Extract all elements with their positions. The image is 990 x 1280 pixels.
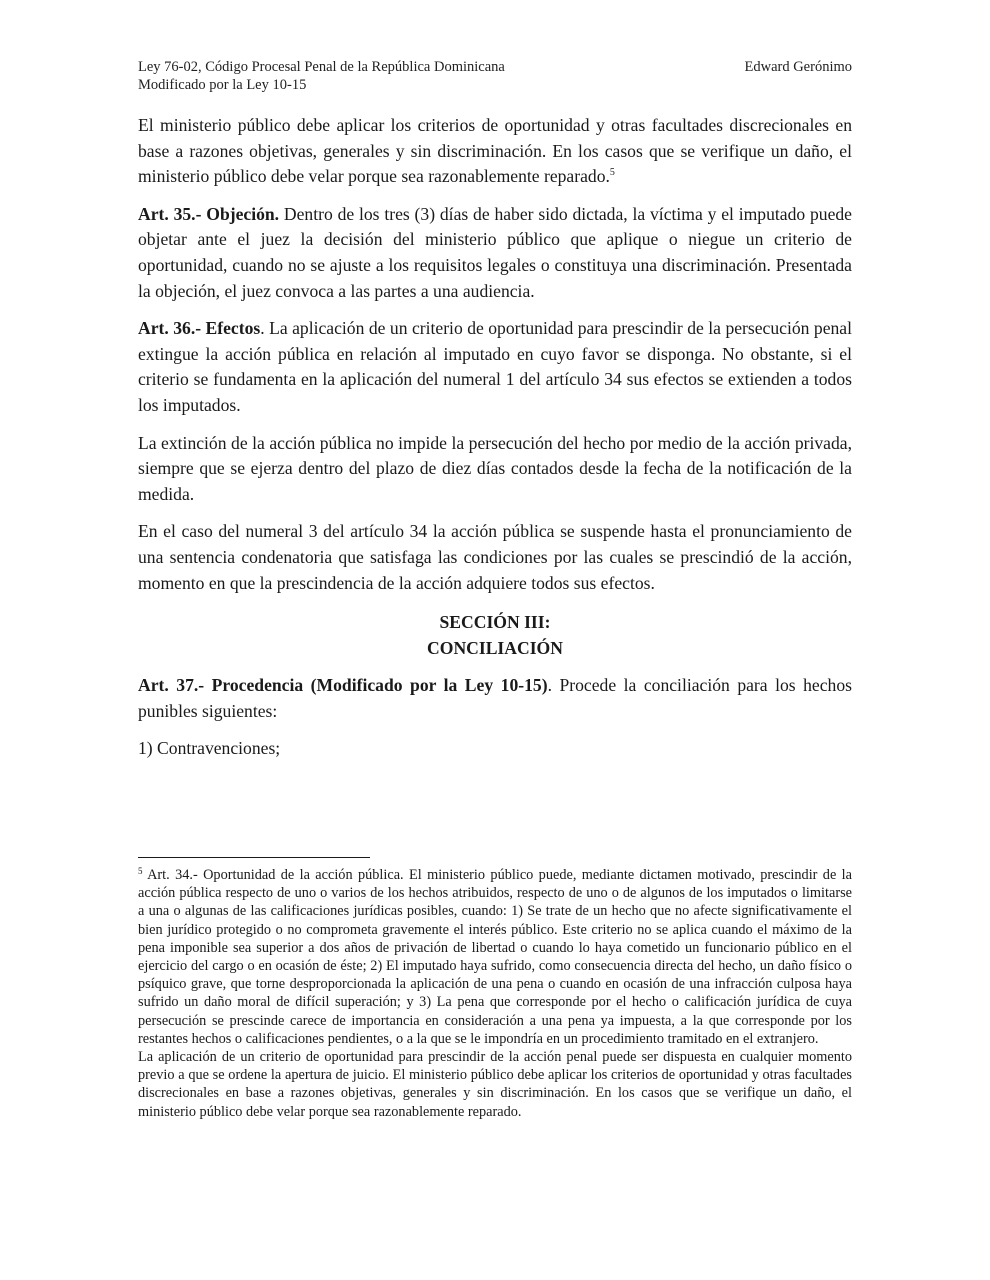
footnotes bbox=[138, 866, 852, 1121]
footnote-5-number: 5 bbox=[138, 866, 143, 876]
paragraph-numeral-3: En el caso del numeral 3 del artículo 34 la acción pública se suspende hasta el pronunciamiento de una sentencia condenatoria que satisfaga las condiciones por las cuales se prescindió de la acción, momento en que la prescindencia de la acción adquiere todos sus efectos. bbox=[138, 521, 852, 593]
article-36-text: . La aplicación de un criterio de oportunidad para prescindir de la persecución penal extingue la acción pública en relación al imputado en cuyo favor se disponga. No obstante, si el criterio se fundamenta en la aplicación del numeral 1 del artículo 34 sus efectos se extienden a todos los imputados. bbox=[138, 318, 853, 415]
section-heading bbox=[138, 610, 852, 661]
article-35 bbox=[138, 202, 852, 304]
page-header bbox=[138, 58, 852, 94]
list-item-contravenciones: 1) Contravenciones; bbox=[138, 738, 281, 759]
footnote-ref-5[interactable]: 5 bbox=[609, 167, 615, 179]
document-body bbox=[138, 113, 852, 774]
footnote-separator bbox=[138, 857, 370, 858]
article-37-heading: Art. 37.- Procedencia (Modificado por la Ley 10-15) bbox=[138, 675, 548, 696]
paragraph-criterios bbox=[138, 113, 852, 190]
article-35-heading: Art. 35.- Objeción. bbox=[138, 203, 280, 224]
paragraph-extincion: La extinción de la acción pública no impide la persecución del hecho por medio de la acción privada, siempre que se ejerza dentro del plazo de diez días contados desde la fecha de la notificación de la medida. bbox=[138, 432, 852, 504]
article-36 bbox=[138, 316, 852, 418]
article-37 bbox=[138, 673, 852, 724]
footnote-5-continuation: La aplicación de un criterio de oportunidad para prescindir de la acción penal puede ser dispuesta en cualquier momento previo a que se ordene la apertura de juicio. El ministerio público debe aplicar los criterios de oportunidad y otras facultades discrecionales en base a razones objetivas, generales y sin discriminación. En los casos que se verifique un daño, el ministerio público debe velar porque sea razonablemente reparado. bbox=[138, 1049, 852, 1120]
section-number: SECCIÓN III: bbox=[439, 612, 551, 633]
paragraph-criterios-text: El ministerio público debe aplicar los criterios de oportunidad y otras facultades discrecionales en base a razones objetivas, generales y sin discriminación. En los casos que se verifique un daño, el ministerio público debe velar porque sea razonablemente reparado. bbox=[138, 115, 852, 187]
article-37-text: . Procede la conciliación para los hechos punibles siguientes: bbox=[138, 675, 852, 721]
header-title: Ley 76-02, Código Procesal Penal de la República Dominicana bbox=[138, 59, 505, 75]
header-author: Edward Gerónimo bbox=[744, 59, 852, 75]
section-name: CONCILIACIÓN bbox=[427, 637, 563, 658]
header-subtitle: Modificado por la Ley 10-15 bbox=[138, 77, 307, 93]
footnote-5-text: Art. 34.- Oportunidad de la acción pública. El ministerio público puede, mediante dictamen motivado, prescindir de la acción pública respecto de uno o varios de los hechos atribuidos, respecto de uno o de algunos de los imputados o limitarse a una o algunas de las calificaciones jurídicas posibles, cuando: 1) Se trate de un hecho que no afecte significativamente el bien jurídico protegido o no comprometa gravemente el interés público. Este criterio no se aplica cuando el máximo de la pena imponible sea superior a dos años de privación de libertad o cuando lo haya cometido un funcionario público en el ejercicio del cargo o en ocasión de éste; 2) El imputado haya sufrido, como consecuencia directa del hecho, un daño físico o psíquico grave, que torne desproporcionada la aplicación de una pena o cuando en ocasión de una infracción culposa haya sufrido un daño moral de difícil superación; y 3) La pena que corresponde por el hecho o calificación jurídica de cuya persecución se prescinde carece de importancia en consideración a una pena ya impuesta, a la que corresponde por los restantes hechos o calificaciones pendientes, o a la que se le impondría en un procedimiento tramitado en el extranjero. bbox=[138, 867, 852, 1047]
article-35-text: Dentro de los tres (3) días de haber sido dictada, la víctima y el imputado puede objetar ante el juez la decisión del ministerio público que aplique o niegue un criterio de oportunidad, cuando no se ajuste a los requisitos legales o constituya una discriminación. Presentada la objeción, el juez convoca a las partes a una audiencia. bbox=[138, 203, 852, 301]
document-page bbox=[138, 0, 852, 1280]
article-36-heading: Art. 36.- Efectos bbox=[138, 318, 261, 339]
footnote-5 bbox=[138, 866, 852, 1048]
